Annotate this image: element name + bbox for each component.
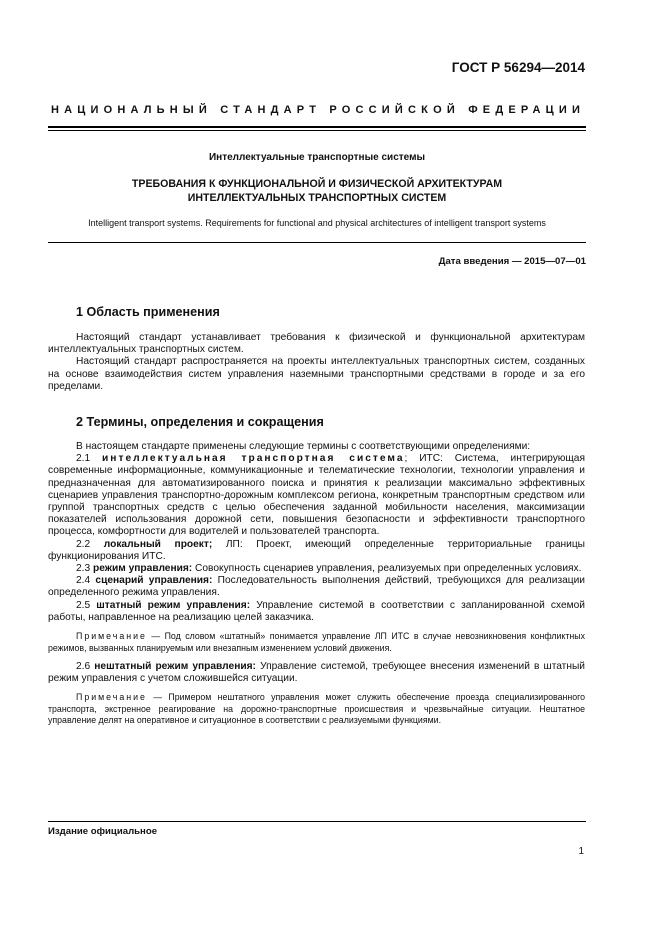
- footer-rule: [48, 821, 586, 822]
- note-text: — Под словом «штатный» понимается управление ЛП ИТС в случае невозникновения конфликтных режимов, вызванных планируемым или внезапным изменением условий движения.: [48, 631, 585, 653]
- national-standard-heading: НАЦИОНАЛЬНЫЙ СТАНДАРТ РОССИЙСКОЙ ФЕДЕРАЦИИ: [50, 104, 586, 116]
- term-2-2: [48, 539, 585, 563]
- term-definition: ; ИТС: Система, интегрирующая современные информационные, коммуникационные и телематические технологии, технологии управления и предназначенная для автоматизированного поиска и принятия к реализации максимально эффективных сценариев управления транспортно-дорожным комплексом региона, конкретным транспортным средством или группой транспортных средств с целью обеспечения заданной мобильности населения, максимизации показателей использования дорожной сети, повышения безопасности и эффективности транспортного процесса, комфортности для водителей и пользователей транспорта.: [48, 453, 585, 538]
- term-definition: ЛП: Проект, имеющий определенные территориальные границы функционирования ИТС.: [48, 538, 585, 562]
- section2-body: [48, 441, 585, 727]
- term-number: 2.5: [76, 599, 97, 611]
- term-number: 2.1: [76, 453, 103, 465]
- section1-body: [48, 332, 585, 393]
- term-definition: Совокупность сценариев управления, реализуемых при определенных условиях.: [192, 563, 582, 575]
- note-text: — Примером нештатного управления может служить обеспечение проезда специализированного транспорта, экстренное реагирование на дорожно-транспортные происшествия и чрезвычайные ситуации. Нештатное управление делят на оперативное и ситуационное в соответствии с реализуемыми функциями.: [48, 692, 585, 726]
- term-2-6: [48, 661, 585, 685]
- gost-number: ГОСТ Р 56294—2014: [451, 60, 585, 75]
- spacer: [48, 654, 585, 661]
- header-rule-thin: [48, 130, 586, 131]
- section2-intro: В настоящем стандарте применены следующие термины с соответствующими определениями:: [76, 441, 531, 452]
- official-edition-label: Издание официальное: [48, 826, 158, 837]
- term-number: 2.4: [76, 575, 96, 587]
- term-2-1: [48, 453, 585, 538]
- title-rule: [48, 242, 586, 243]
- note-label: Примечание: [76, 692, 147, 703]
- document-title-english: Intelligent transport systems. Requirements for functional and physical architectures of intelligent transport systems: [88, 218, 546, 228]
- document-title: [48, 177, 586, 205]
- term-number: 2.3: [76, 563, 93, 575]
- term-2-5: [48, 600, 585, 624]
- term-definition: Управление системой, требующее внесения изменений в штатный режим управления с учетом сложившейся ситуации.: [48, 661, 585, 685]
- term-number: 2.6: [76, 661, 95, 673]
- series-title: Интеллектуальные транспортные системы: [208, 152, 426, 163]
- section1-paragraph-2: Настоящий стандарт распространяется на проекты интеллектуальных транспортных систем, созданных на основе взаимодействия систем управления наземными транспортными средствами в городе и за его пределами.: [48, 356, 585, 392]
- term-name: интеллектуальная транспортная система: [102, 453, 405, 465]
- spacer: [48, 624, 585, 631]
- note-1: [48, 631, 585, 654]
- note-2: [48, 692, 585, 727]
- section1-heading: 1 Область применения: [76, 305, 220, 319]
- term-name: режим управления:: [93, 563, 193, 575]
- term-name: локальный проект;: [103, 538, 213, 550]
- term-name: штатный режим управления:: [96, 599, 251, 611]
- spacer: [48, 685, 585, 692]
- section2-heading: 2 Термины, определения и сокращения: [76, 415, 324, 429]
- header-rule-thick: [48, 126, 586, 128]
- introduction-date: Дата введения — 2015—07—01: [438, 256, 586, 267]
- note-label: Примечание: [76, 631, 147, 642]
- term-number: 2.2: [76, 538, 104, 550]
- term-definition: Управление системой в соответствии с запланированной схемой работы, направленное на реализацию целей заказчика.: [48, 599, 585, 623]
- document-title-line2: ИНТЕЛЛЕКТУАЛЬНЫХ ТРАНСПОРТНЫХ СИСТЕМ: [187, 192, 447, 204]
- term-name: нештатный режим управления:: [94, 661, 256, 673]
- term-definition: Последовательность выполнения действий, требующихся для реализации определенного режима управления.: [48, 575, 585, 599]
- term-2-3: [48, 563, 585, 575]
- document-title-line1: ТРЕБОВАНИЯ К ФУНКЦИОНАЛЬНОЙ И ФИЗИЧЕСКОЙ АРХИТЕКТУРАМ: [131, 178, 503, 190]
- term-name: сценарий управления:: [95, 575, 213, 587]
- section1-paragraph-1: Настоящий стандарт устанавливает требования к физической и функциональной архитектурам интеллектуальных транспортных систем.: [48, 332, 585, 356]
- term-2-4: [48, 575, 585, 599]
- page-number: 1: [578, 846, 584, 857]
